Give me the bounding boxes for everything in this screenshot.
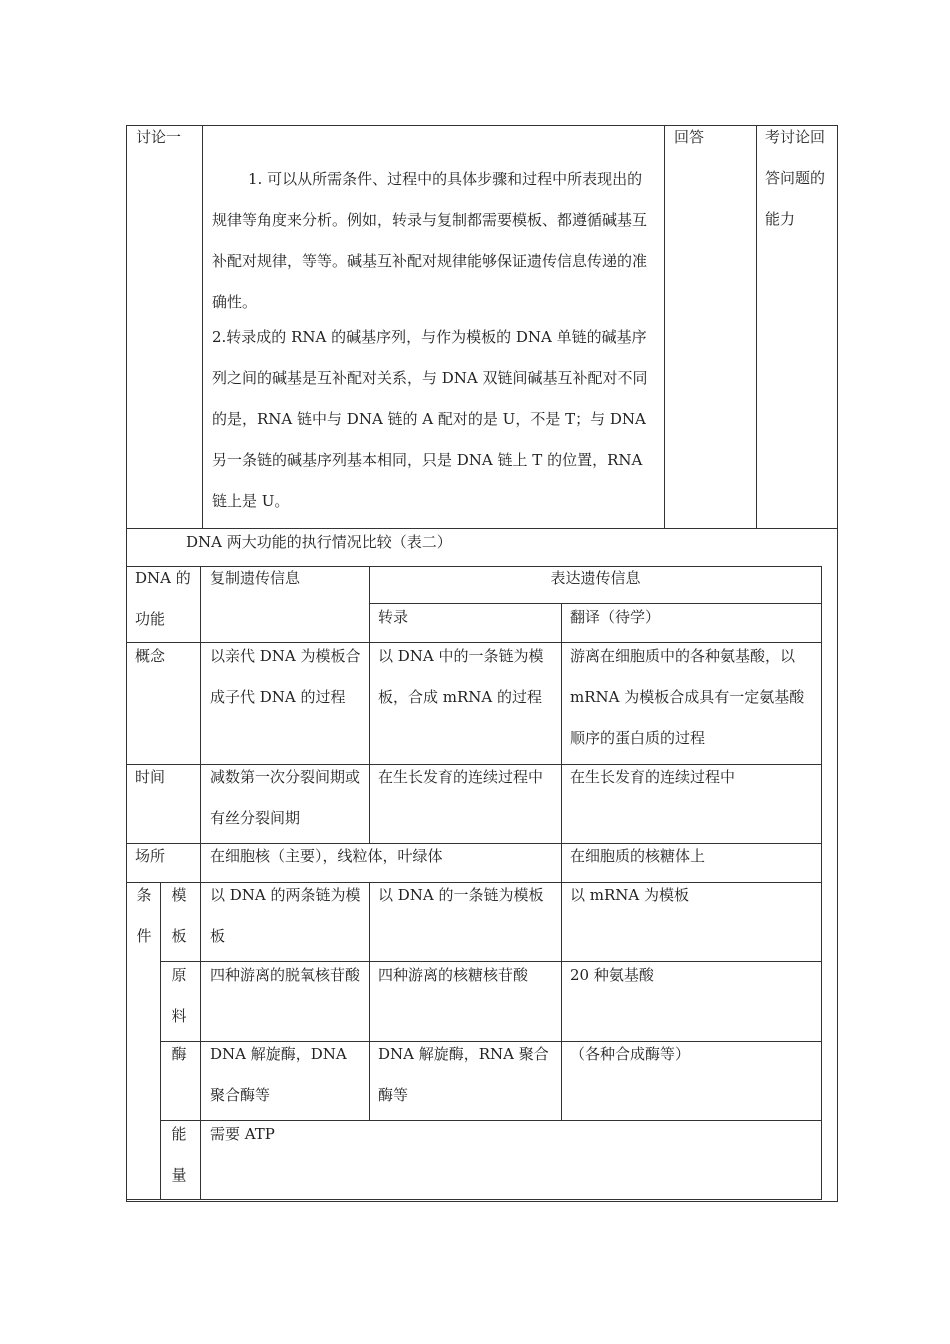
row-label-place: 场所 [135,847,166,865]
material-replication: 四种游离的脱氧核苷酸 [210,966,361,984]
time-translation: 在生长发育的连续过程中 [570,768,736,786]
row-label-concept: 概念 [135,647,166,665]
place-translation: 在细胞质的核糖体上 [570,847,706,865]
divider [200,566,201,1200]
divider [756,125,757,529]
concept-transcription: 以 DNA 中的一条链为模板，合成 mRNA 的过程 [378,647,544,706]
header-expression: 表达遗传信息 [550,569,641,587]
concept-replication: 以亲代 DNA 为模板合成子代 DNA 的过程 [210,647,361,706]
header-translation: 翻译（待学） [570,608,661,626]
discussion-answer-1: 1. 可以从所需条件、过程中的具体步骤和过程中所表现出的规律等角度来分析。例如，转录与复制都需要模板、都遵循碱基互补配对规律，等等。碱基互补配对规律能够保证遗传信息传递的准确性。 [212,170,648,311]
template-replication: 以 DNA 的两条链为模板 [210,886,361,945]
divider [664,125,665,529]
divider [160,882,161,1200]
enzyme-translation: （各种合成酶等） [570,1045,691,1063]
table-caption: DNA 两大功能的执行情况比较（表二） [186,533,452,551]
discussion-answer-2: 2.转录成的 RNA 的碱基序列，与作为模板的 DNA 单链的碱基序列之间的碱基是互补配对关系，与 DNA 双链间碱基互补配对不同的是，RNA 链中与 DNA 链的 A 配对的是 U，不是 T；与 DNA 另一条链的碱基序列基本相同，只是 DNA 链上 T 的位置，RNA 链上是 U。 [212,328,648,510]
enzyme-transcription: DNA 解旋酶，RNA 聚合酶等 [378,1045,549,1104]
energy-value: 需要 ATP [210,1125,275,1143]
place-replication-transcription: 在细胞核（主要），线粒体，叶绿体 [210,847,443,865]
enzyme-replication: DNA 解旋酶，DNA 聚合酶等 [210,1045,347,1104]
sub-label-template: 模板 [171,886,187,945]
divider [127,1199,822,1200]
header-replication: 复制遗传信息 [210,569,301,587]
time-replication: 减数第一次分裂间期或有丝分裂间期 [210,768,361,827]
material-transcription: 四种游离的核糖核苷酸 [378,966,529,984]
concept-translation: 游离在细胞质中的各种氨基酸，以 mRNA 为模板合成具有一定氨基酸顺序的蛋白质的过程 [570,647,805,747]
header-function: DNA 的功能 [135,569,191,628]
row-label-time: 时间 [135,768,166,786]
discussion-label: 讨论一 [136,128,182,146]
time-transcription: 在生长发育的连续过程中 [378,768,544,786]
sub-label-energy: 能量 [171,1125,187,1184]
row-label-conditions: 条件 [136,886,152,945]
answer-label: 回答 [674,128,705,146]
template-transcription: 以 DNA 的一条链为模板 [378,886,544,904]
divider [821,566,822,1200]
header-transcription: 转录 [378,608,409,626]
divider [202,125,203,529]
sub-label-material: 原料 [171,966,187,1025]
sub-label-enzyme: 酶 [171,1045,187,1063]
material-translation: 20 种氨基酸 [570,966,654,984]
assessment-note: 考讨论回答问题的能力 [765,128,826,228]
template-translation: 以 mRNA 为模板 [570,886,690,904]
